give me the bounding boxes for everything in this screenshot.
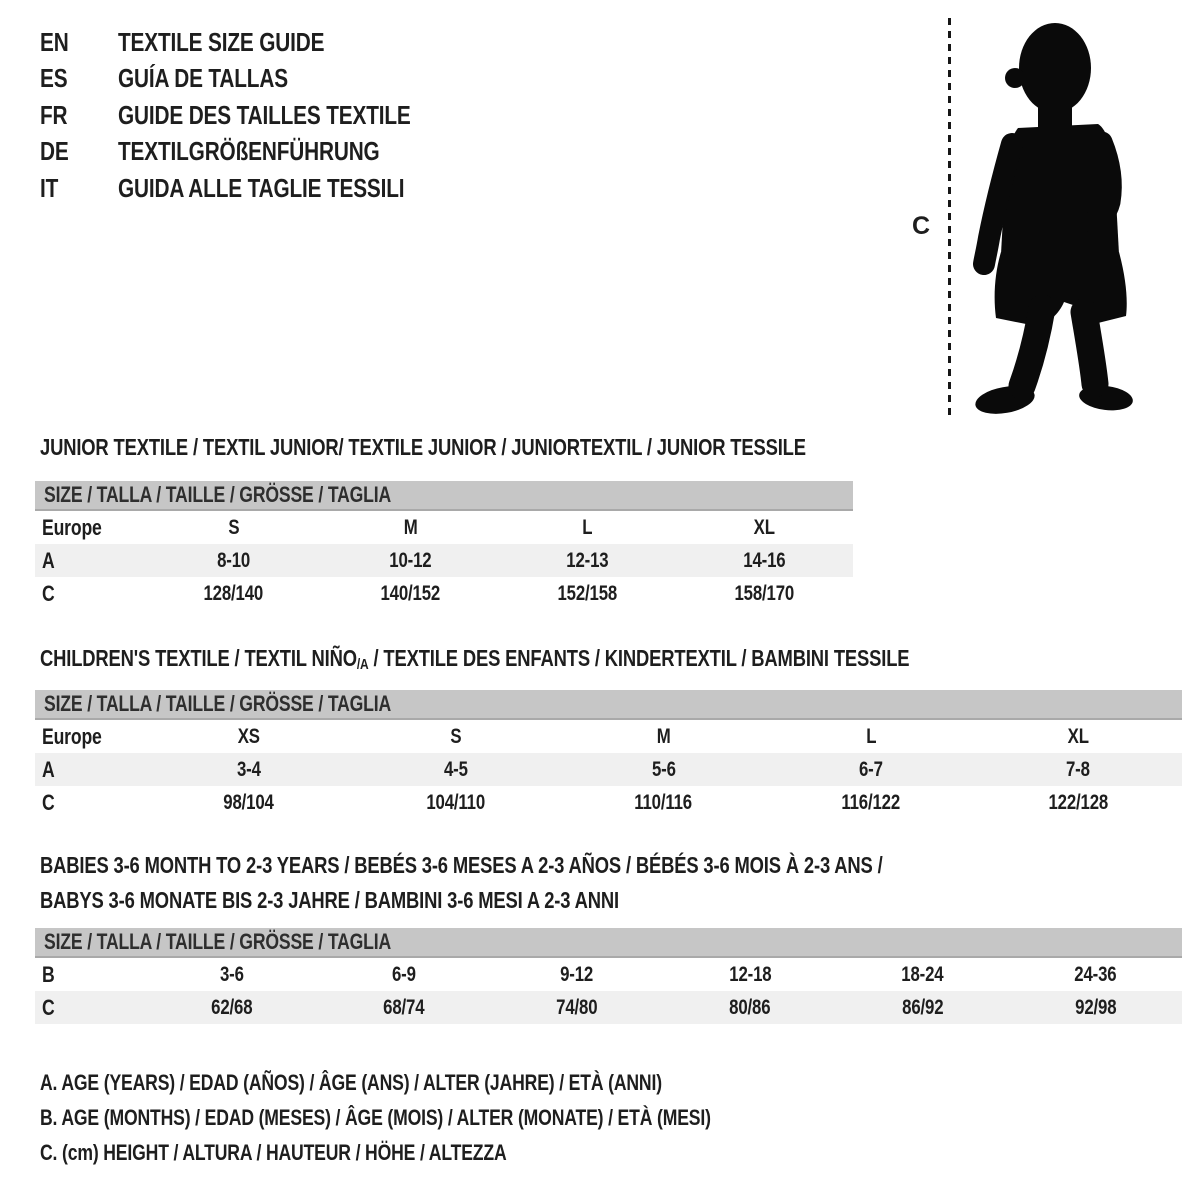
language-row-it: [40, 170, 484, 207]
cell-value: M: [656, 724, 671, 748]
table-cell: [491, 963, 664, 987]
cell-value: 12-18: [728, 962, 771, 986]
right-leg-shape: [1084, 312, 1095, 384]
row-label-text: A: [42, 756, 55, 782]
babies-row-months: [35, 958, 1182, 991]
table-cell: [676, 549, 853, 573]
row-label-text: B: [42, 961, 55, 987]
cell-value: L: [865, 724, 876, 748]
table-cell: [663, 963, 836, 987]
cell-value: L: [582, 515, 593, 539]
table-cell: [975, 791, 1182, 815]
cell-value: 152/158: [557, 581, 618, 605]
table-cell: [663, 996, 836, 1020]
table-cell: [145, 516, 322, 540]
cell-value: S: [450, 724, 462, 748]
height-measure-label: C: [912, 212, 931, 240]
table-cell: [322, 582, 499, 606]
cell-value: 122/128: [1048, 790, 1109, 814]
children-heading-suffix: / TEXTILE DES ENFANTS / KINDERTEXTIL / BAMBINI TESSILE: [368, 645, 910, 671]
children-section-heading: [40, 644, 1127, 676]
table-cell: [145, 725, 352, 749]
legend-line-c: [40, 1135, 878, 1170]
table-cell: [322, 516, 499, 540]
children-row-europe: [35, 720, 1182, 753]
language-row-en: [40, 24, 484, 61]
cell-value: 140/152: [380, 581, 441, 605]
table-cell: [975, 758, 1182, 782]
table-cell: [491, 996, 664, 1020]
cell-value: 110/116: [634, 790, 693, 814]
table-cell: [836, 996, 1009, 1020]
babies-heading-text-2: BABYS 3-6 MONATE BIS 2-3 JAHRE / BAMBINI 3-6 MESI A 2-3 ANNI: [40, 887, 619, 913]
guide-title-it: GUIDA ALLE TAGLIE TESSILI: [118, 172, 405, 203]
cell-value: S: [227, 515, 240, 539]
table-cell: [145, 996, 318, 1020]
cell-value: 14-16: [743, 548, 786, 572]
row-label-text: C: [42, 580, 55, 606]
table-cell: [499, 582, 676, 606]
head-shape: [1019, 23, 1091, 113]
row-label-text: C: [42, 789, 55, 815]
measure-legend: [40, 1065, 878, 1170]
row-label: [35, 515, 145, 541]
table-cell: [352, 791, 559, 815]
table-cell: [767, 791, 974, 815]
babies-size-table: [35, 928, 1182, 1024]
language-code: EN: [40, 26, 69, 57]
table-cell: [767, 725, 974, 749]
guide-title-en: TEXTILE SIZE GUIDE: [118, 26, 325, 57]
table-cell: [836, 963, 1009, 987]
children-heading-prefix: CHILDREN'S TEXTILE / TEXTIL NIÑO: [40, 645, 357, 671]
row-label: [35, 962, 145, 988]
table-cell: [145, 963, 318, 987]
shorts-shape: [995, 252, 1127, 326]
cell-value: 12-13: [566, 548, 609, 572]
cell-value: 3-4: [236, 757, 261, 781]
babies-heading-line2: [40, 883, 1093, 918]
language-row-es: [40, 61, 484, 98]
babies-section-heading: [40, 848, 1093, 918]
cell-value: 10-12: [389, 548, 432, 572]
cell-value: 3-6: [219, 962, 244, 986]
cell-value: 68/74: [383, 995, 425, 1019]
babies-heading-text-1: BABIES 3-6 MONTH TO 2-3 YEARS / BEBÉS 3-6 MESES A 2-3 AÑOS / BÉBÉS 3-6 MOIS À 2-3 ANS /: [40, 852, 883, 878]
cell-value: 5-6: [651, 757, 676, 781]
cell-value: 92/98: [1074, 995, 1117, 1019]
guide-title-de: TEXTILGRÖßENFÜHRUNG: [118, 136, 380, 167]
legend-line-b: [40, 1100, 878, 1135]
size-header-text: SIZE / TALLA / TAILLE / GRÖSSE / TAGLIA: [44, 929, 392, 954]
junior-table-header: [35, 481, 853, 511]
babies-heading-line1: [40, 848, 1093, 883]
cell-value: 158/170: [734, 581, 795, 605]
table-cell: [352, 758, 559, 782]
cell-value: 86/92: [902, 995, 944, 1019]
row-label-text: Europe: [42, 514, 102, 540]
children-heading-text: [40, 644, 909, 676]
cell-value: 80/86: [729, 995, 771, 1019]
row-label-text: Europe: [42, 723, 102, 749]
babies-row-height: [35, 991, 1182, 1024]
cell-value: 128/140: [203, 581, 264, 605]
cell-value: 98/104: [223, 790, 274, 814]
language-code: DE: [40, 136, 69, 167]
language-row-fr: [40, 97, 484, 134]
cell-value: M: [403, 515, 418, 539]
cell-value: 6-9: [392, 962, 417, 986]
children-row-height: [35, 786, 1182, 819]
row-label: [35, 581, 145, 607]
table-cell: [145, 758, 352, 782]
size-header-text: SIZE / TALLA / TAILLE / GRÖSSE / TAGLIA: [44, 482, 392, 507]
cell-value: 24-36: [1074, 962, 1117, 986]
table-cell: [145, 549, 322, 573]
toddler-silhouette: [960, 16, 1142, 420]
junior-row-age: [35, 544, 853, 577]
row-label-text: C: [42, 994, 55, 1020]
table-cell: [1009, 996, 1182, 1020]
row-label: [35, 548, 145, 574]
table-cell: [499, 516, 676, 540]
legend-text-a: A. AGE (YEARS) / EDAD (AÑOS) / ÂGE (ANS) / ALTER (JAHRE) / ETÀ (ANNI): [40, 1069, 662, 1095]
babies-table-header: [35, 928, 1182, 958]
row-label-text: A: [42, 547, 55, 573]
children-row-age: [35, 753, 1182, 786]
table-cell: [767, 758, 974, 782]
cell-value: 8-10: [216, 548, 250, 572]
language-title-list: [40, 24, 484, 207]
table-cell: [975, 725, 1182, 749]
junior-row-europe: [35, 511, 853, 544]
table-cell: [676, 582, 853, 606]
cell-value: XS: [237, 724, 260, 748]
cell-value: 6-7: [859, 757, 883, 781]
legend-line-a: [40, 1065, 878, 1100]
table-cell: [560, 725, 767, 749]
legend-text-c: C. (cm) HEIGHT / ALTURA / HAUTEUR / HÖHE / ALTEZZA: [40, 1139, 507, 1165]
cell-value: XL: [1067, 724, 1089, 748]
cell-value: 104/110: [426, 790, 486, 814]
guide-title-es: GUÍA DE TALLAS: [118, 63, 288, 94]
cell-value: 62/68: [210, 995, 253, 1019]
table-cell: [145, 582, 322, 606]
cell-value: 116/122: [841, 790, 901, 814]
table-cell: [1009, 963, 1182, 987]
row-label: [35, 790, 145, 816]
table-cell: [322, 549, 499, 573]
legend-text-b: B. AGE (MONTHS) / EDAD (MESES) / ÂGE (MOIS) / ALTER (MONATE) / ETÀ (MESI): [40, 1104, 711, 1130]
junior-size-table: [35, 481, 853, 610]
row-label: [35, 757, 145, 783]
language-code: ES: [40, 63, 68, 94]
junior-row-height: [35, 577, 853, 610]
junior-heading-text: JUNIOR TEXTILE / TEXTIL JUNIOR/ TEXTILE JUNIOR / JUNIORTEXTIL / JUNIOR TESSILE: [40, 434, 806, 460]
cell-value: 9-12: [560, 962, 594, 986]
junior-section-heading: [40, 433, 997, 461]
language-code: IT: [40, 172, 59, 203]
cell-value: XL: [753, 515, 776, 539]
cell-value: 7-8: [1066, 757, 1091, 781]
table-cell: [145, 791, 352, 815]
cell-value: 18-24: [901, 962, 944, 986]
table-cell: [352, 725, 559, 749]
table-cell: [676, 516, 853, 540]
size-header-text: SIZE / TALLA / TAILLE / GRÖSSE / TAGLIA: [44, 691, 392, 716]
guide-title-fr: GUIDE DES TAILLES TEXTILE: [118, 99, 411, 130]
table-cell: [318, 996, 491, 1020]
cell-value: 74/80: [556, 995, 598, 1019]
cell-value: 4-5: [444, 757, 469, 781]
table-cell: [560, 758, 767, 782]
language-row-de: [40, 134, 484, 171]
table-cell: [318, 963, 491, 987]
children-size-table: [35, 690, 1182, 819]
row-label: [35, 724, 145, 750]
children-table-header: [35, 690, 1182, 720]
table-cell: [560, 791, 767, 815]
row-label: [35, 995, 145, 1021]
table-cell: [499, 549, 676, 573]
height-measure-dotted-line: [948, 18, 951, 416]
ear-shape: [1005, 68, 1025, 88]
language-code: FR: [40, 99, 68, 130]
children-heading-sub: /A: [356, 656, 369, 673]
